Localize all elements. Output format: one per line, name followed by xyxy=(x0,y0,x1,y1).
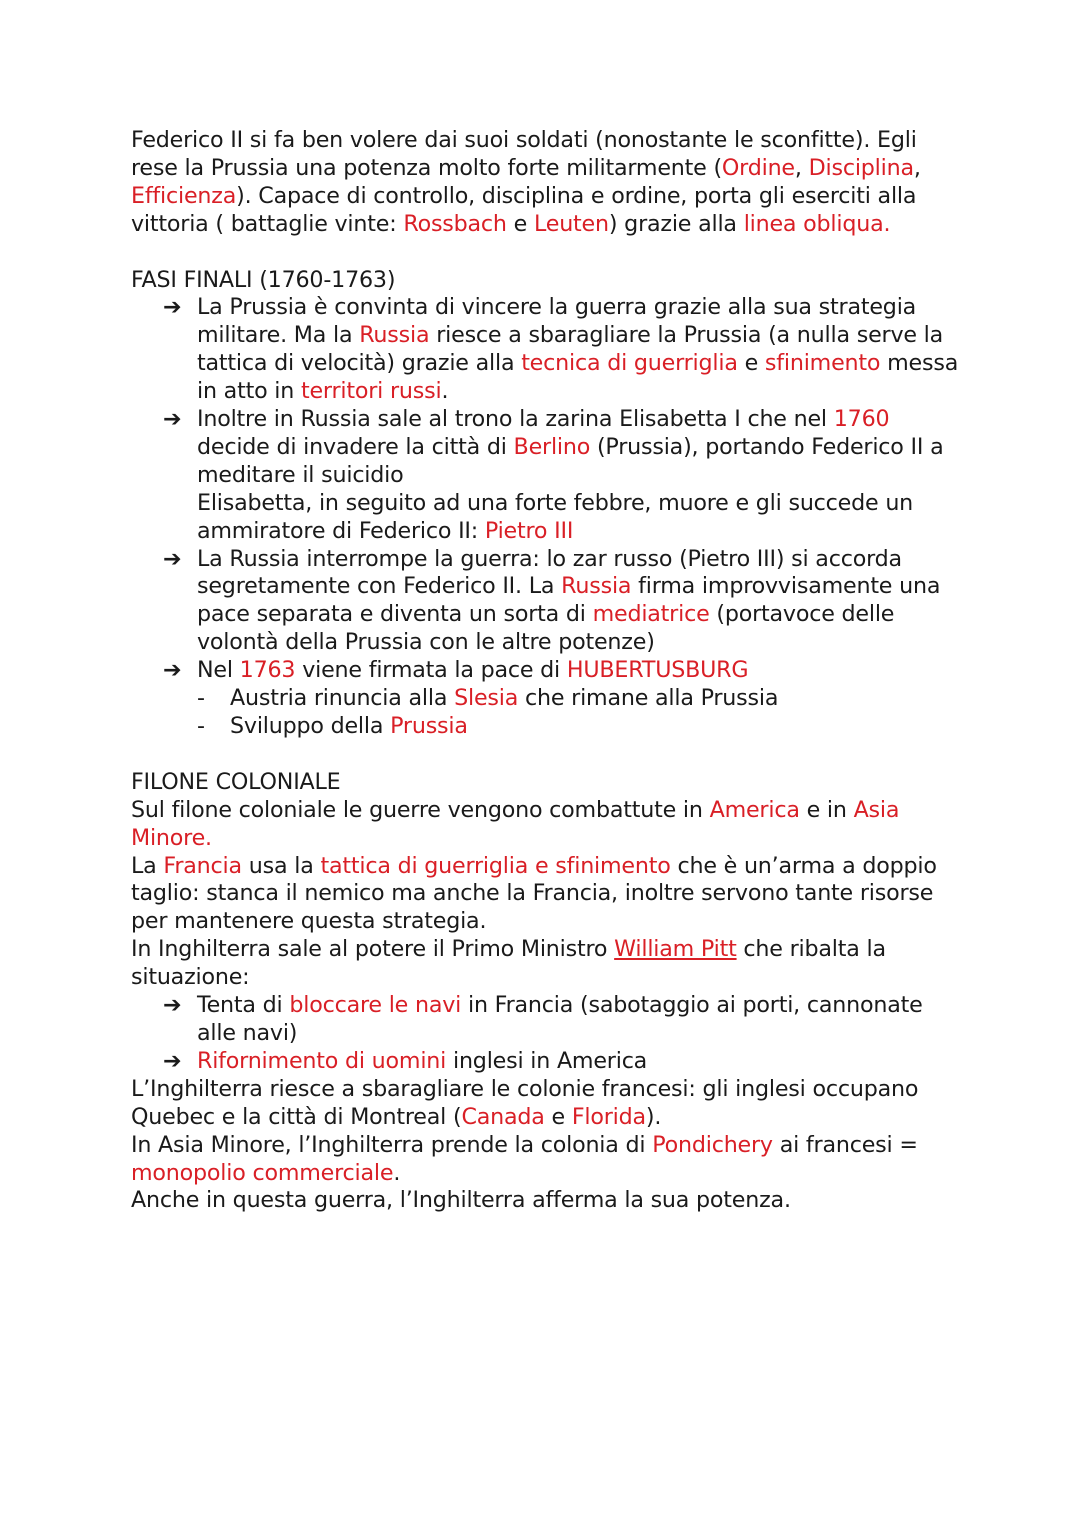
filone-list xyxy=(131,992,960,1076)
filone-paragraph-3: In Inghilterra sale al potere il Primo Ministro William Pitt che ribalta la situazione: xyxy=(131,936,886,991)
filone-paragraph-4: L’Inghilterra riesce a sbaragliare le colonie francesi: gli inglesi occupano Quebec e la città di Montreal (Canada e Florida). xyxy=(131,1075,919,1130)
dash-bullet: - xyxy=(197,685,205,712)
dash-bullet: - xyxy=(197,713,205,740)
arrow-right-icon: ➔ xyxy=(163,294,182,321)
filone-paragraph-5: In Asia Minore, l’Inghilterra prende la colonia di Pondichery ai francesi = monopolio commerciale. xyxy=(131,1131,918,1186)
list-item: ➔ Inoltre in Russia sale al trono la zarina Elisabetta I che nel 1760 decide di invadere la città di Berlino (Prussia), portando Federico II a meditare il suicidio Elisabetta, in seguito ad una forte febbre, muore e gli succede un ammiratore di Federico II: Pietro III xyxy=(163,406,960,546)
highlight-linea-obliqua: linea obliqua. xyxy=(743,210,891,237)
filone-paragraph-1: Sul filone coloniale le guerre vengono combattute in America e in Asia Minore. xyxy=(131,796,900,851)
highlight-ordine: Ordine xyxy=(721,154,795,181)
list-item-continuation: Elisabetta, in seguito ad una forte febbre, muore e gli succede un ammiratore di Federico II: Pietro III xyxy=(197,489,914,544)
list-item: ➔ Tenta di bloccare le navi in Francia (sabotaggio ai porti, cannonate alle navi) xyxy=(163,992,923,1046)
filone-paragraph-2: La Francia usa la tattica di guerriglia e sfinimento che è un’arma a doppio taglio: stanca il nemico ma anche la Francia, inoltre servono tante risorse per mantenere questa strategia. xyxy=(131,852,937,935)
list-item: ➔ La Russia interrompe la guerra: lo zar russo (Pietro III) si accorda segretamente con Federico II. La Russia firma improvvisamente una pace separata e diventa un sorta di mediatrice (portavoce delle volontà della Prussia con le altre potenze) xyxy=(163,545,941,656)
arrow-right-icon: ➔ xyxy=(163,657,182,684)
filone-coloniale-heading: FILONE COLONIALE xyxy=(131,768,341,795)
list-item: ➔ Rifornimento di uomini inglesi in America xyxy=(163,1047,648,1074)
list-item: ➔ La Prussia è convinta di vincere la guerra grazie alla sua strategia militare. Ma la Russia riesce a sbaragliare la Prussia (a nulla serve la tattica di velocità) grazie alla tecnica di guerriglia e sfinimento messa in atto in territori russi. xyxy=(163,294,959,405)
fasi-finali-heading: FASI FINALI (1760-1763) xyxy=(131,266,396,293)
highlight-efficienza: Efficienza xyxy=(131,182,237,209)
sub-list-item: - Sviluppo della Prussia xyxy=(197,713,468,740)
intro-paragraph: Federico II si fa ben volere dai suoi soldati (nonostante le sconfitte). Egli rese la Prussia una potenza molto forte militarmente (Ordine, Disciplina, Efficienza). Capace di controllo, disciplina e ordine, porta gli eserciti alla vittoria ( battaglie vinte: Rossbach e Leuten) grazie alla linea obliqua. xyxy=(131,127,921,237)
sub-list xyxy=(197,685,960,741)
highlight-rossbach: Rossbach xyxy=(403,210,507,237)
sub-list-item: - Austria rinuncia alla Slesia che rimane alla Prussia xyxy=(197,685,779,712)
arrow-right-icon: ➔ xyxy=(163,992,182,1019)
arrow-right-icon: ➔ xyxy=(163,1047,182,1074)
william-pitt-link[interactable]: William Pitt xyxy=(614,936,737,963)
arrow-right-icon: ➔ xyxy=(163,406,182,433)
fasi-finali-list xyxy=(131,294,960,741)
highlight-leuten: Leuten xyxy=(533,210,609,237)
arrow-right-icon: ➔ xyxy=(163,545,182,572)
list-item: ➔ Nel 1763 viene firmata la pace di HUBERTUSBURG - Austria rinuncia alla Slesia che rimane alla Prussia - Sviluppo della Prussia xyxy=(163,657,960,741)
highlight-disciplina: Disciplina xyxy=(808,154,914,181)
filone-paragraph-6: Anche in questa guerra, l’Inghilterra afferma la sua potenza. xyxy=(131,1187,791,1214)
